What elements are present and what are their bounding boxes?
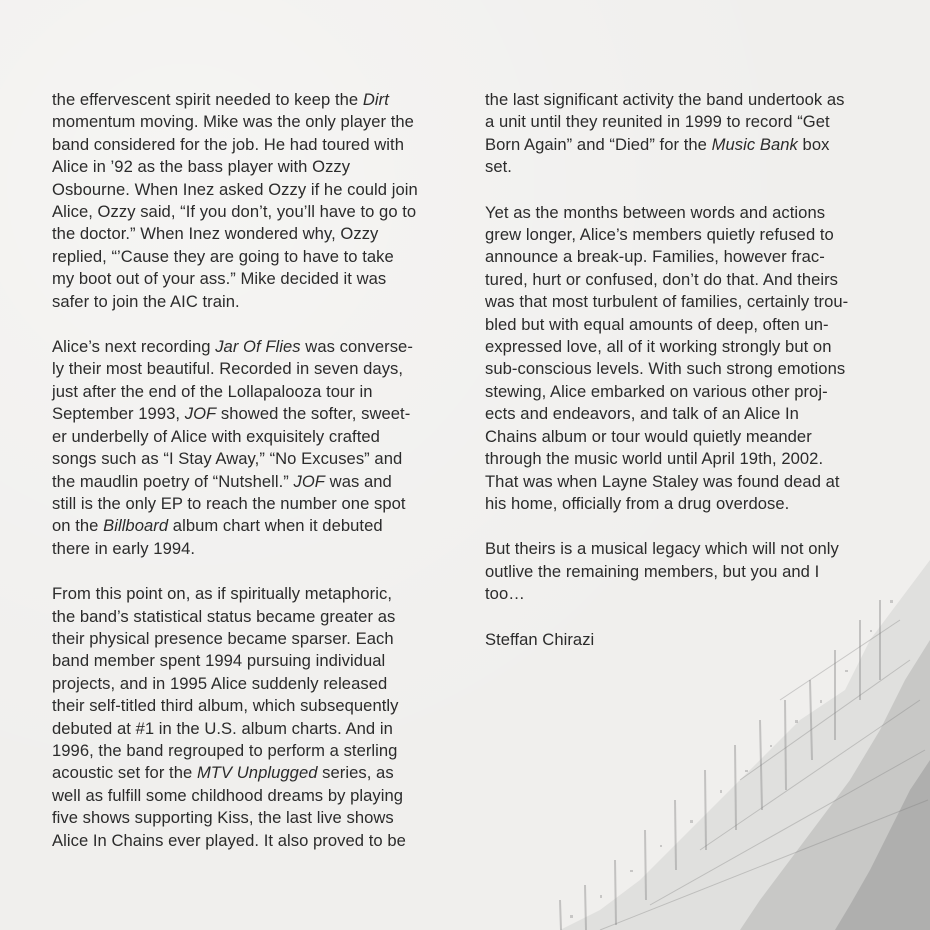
text-segment: box — [797, 134, 830, 154]
text-segment: just after the end of the Lollapalooza tour in — [52, 381, 373, 401]
text-segment: September 1993, — [52, 404, 185, 424]
paragraph — [52, 89, 472, 313]
text-line — [52, 156, 472, 178]
text-segment: grew longer, Alice’s members quietly refused to — [485, 225, 834, 245]
text-segment: announce a break-up. Families, however frac- — [485, 247, 825, 267]
italic-title: Jar Of Flies — [215, 337, 301, 357]
text-line — [485, 269, 905, 291]
paragraph — [485, 538, 905, 605]
text-line — [485, 629, 905, 651]
text-segment: was converse- — [300, 337, 413, 357]
text-segment: 1996, the band regrouped to perform a sterling — [52, 740, 398, 760]
text-line — [485, 314, 905, 336]
text-segment: stewing, Alice embarked on various other proj- — [485, 381, 828, 401]
text-segment: there in early 1994. — [52, 538, 196, 558]
text-line — [52, 807, 472, 829]
text-segment: That was when Layne Staley was found dead at — [485, 471, 840, 491]
text-segment: the effervescent spirit needed to keep the — [52, 90, 363, 109]
text-line — [52, 426, 472, 448]
text-line — [485, 493, 905, 515]
text-line — [485, 156, 905, 178]
text-line — [52, 493, 472, 515]
text-line — [52, 89, 472, 111]
text-line — [52, 111, 472, 133]
paragraph — [52, 583, 472, 852]
text-segment: was that most turbulent of families, certainly trou- — [485, 292, 849, 312]
text-segment: songs such as “I Stay Away,” “No Excuses” and — [52, 449, 403, 469]
italic-title: Music Bank — [711, 134, 798, 154]
text-line — [52, 762, 472, 784]
paragraph — [485, 89, 905, 179]
text-segment: series, as — [317, 763, 394, 783]
text-segment: was and — [325, 471, 392, 491]
text-segment: replied, “’Cause they are going to have to take — [52, 246, 394, 266]
text-line — [52, 403, 472, 425]
text-line — [52, 650, 472, 672]
text-segment: the maudlin poetry of “Nutshell.” — [52, 471, 294, 491]
text-line — [485, 448, 905, 470]
text-line — [485, 336, 905, 358]
text-segment: Alice in ’92 as the bass player with Ozzy — [52, 157, 351, 177]
text-line — [485, 471, 905, 493]
text-segment: on the — [52, 516, 104, 536]
right-text-column — [485, 89, 905, 674]
text-line — [52, 448, 472, 470]
text-line — [485, 291, 905, 313]
text-segment: too… — [485, 584, 525, 604]
text-line — [485, 358, 905, 380]
text-line — [485, 89, 905, 111]
text-segment: the last significant activity the band undertook as — [485, 90, 845, 109]
text-line — [485, 561, 905, 583]
italic-title: JOF — [293, 471, 325, 491]
text-line — [52, 673, 472, 695]
text-segment: momentum moving. Mike was the only player the — [52, 112, 414, 132]
text-line — [52, 223, 472, 245]
text-line — [52, 695, 472, 717]
text-line — [52, 515, 472, 537]
text-line — [52, 179, 472, 201]
text-segment: Alice’s next recording — [52, 337, 216, 357]
text-segment: showed the softer, sweet- — [216, 404, 411, 424]
paragraph — [52, 336, 472, 560]
text-segment: debuted at #1 in the U.S. album charts. And in — [52, 718, 393, 738]
text-segment: Steffan Chirazi — [485, 629, 595, 649]
text-segment: Yet as the months between words and actions — [485, 202, 826, 222]
text-segment: the doctor.” When Inez wondered why, Ozzy — [52, 224, 379, 244]
text-segment: ects and endeavors, and talk of an Alice In — [485, 404, 799, 424]
text-segment: still is the only EP to reach the number one spot — [52, 493, 406, 513]
text-segment: album chart when it debuted — [168, 516, 383, 536]
text-segment: From this point on, as if spiritually metaphoric, — [52, 584, 392, 604]
text-line — [52, 246, 472, 268]
text-line — [52, 134, 472, 156]
text-segment: well as fulfill some childhood dreams by playing — [52, 785, 404, 805]
text-segment: bled but with equal amounts of deep, often un- — [485, 314, 829, 334]
text-segment: set. — [485, 157, 512, 177]
text-line — [52, 718, 472, 740]
text-line — [485, 134, 905, 156]
text-line — [52, 830, 472, 852]
italic-title: MTV Unplugged — [196, 763, 318, 783]
text-segment: acoustic set for the — [52, 763, 197, 783]
text-segment: expressed love, all of it working strongly but on — [485, 337, 832, 357]
text-line — [52, 538, 472, 560]
text-line — [485, 538, 905, 560]
text-segment: outlive the remaining members, but you and I — [485, 561, 820, 581]
text-segment: projects, and in 1995 Alice suddenly released — [52, 673, 388, 693]
text-line — [52, 201, 472, 223]
text-segment: ly their most beautiful. Recorded in seven days, — [52, 359, 404, 379]
text-line — [52, 268, 472, 290]
text-segment: Chains album or tour would quietly meander — [485, 426, 812, 446]
text-line — [52, 583, 472, 605]
text-segment: through the music world until April 19th, 2002. — [485, 449, 824, 469]
text-segment: my boot out of your ass.” Mike decided it was — [52, 269, 387, 289]
text-line — [52, 291, 472, 313]
text-segment: his home, officially from a drug overdose. — [485, 493, 790, 513]
text-line — [52, 740, 472, 762]
italic-title: Billboard — [103, 516, 169, 536]
italic-title: JOF — [184, 404, 217, 424]
text-line — [485, 202, 905, 224]
text-segment: sub-conscious levels. With such strong emotions — [485, 359, 846, 379]
text-line — [52, 336, 472, 358]
italic-title: Dirt — [362, 90, 389, 109]
text-line — [52, 628, 472, 650]
text-segment: er underbelly of Alice with exquisitely crafted — [52, 426, 380, 446]
text-line — [485, 403, 905, 425]
text-segment: Osbourne. When Inez asked Ozzy if he could join — [52, 179, 418, 199]
left-text-column — [52, 89, 472, 875]
paragraph — [485, 202, 905, 516]
text-line — [52, 606, 472, 628]
text-line — [485, 381, 905, 403]
text-line — [485, 224, 905, 246]
text-segment: their self-titled third album, which subsequently — [52, 696, 399, 716]
text-segment: the band’s statistical status became greater as — [52, 606, 396, 626]
text-segment: tured, hurt or confused, don’t do that. And theirs — [485, 269, 839, 289]
paragraph — [485, 629, 905, 651]
text-segment: a unit until they reunited in 1999 to record “Get — [485, 112, 830, 132]
text-segment: their physical presence became sparser. Each — [52, 628, 394, 648]
text-segment: five shows supporting Kiss, the last live shows — [52, 808, 394, 828]
text-segment: But theirs is a musical legacy which will not only — [485, 539, 839, 559]
text-segment: band member spent 1994 pursuing individual — [52, 651, 386, 671]
text-line — [52, 785, 472, 807]
text-line — [485, 246, 905, 268]
text-segment: Born Again” and “Died” for the — [485, 134, 712, 154]
text-line — [52, 358, 472, 380]
text-line — [485, 426, 905, 448]
text-line — [52, 381, 472, 403]
text-segment: Alice In Chains ever played. It also proved to be — [52, 830, 406, 850]
text-line — [52, 471, 472, 493]
text-segment: band considered for the job. He had toured with — [52, 134, 404, 154]
text-segment: safer to join the AIC train. — [52, 291, 240, 311]
text-line — [485, 583, 905, 605]
text-line — [485, 111, 905, 133]
text-segment: Alice, Ozzy said, “If you don’t, you’ll have to go to — [52, 202, 417, 222]
